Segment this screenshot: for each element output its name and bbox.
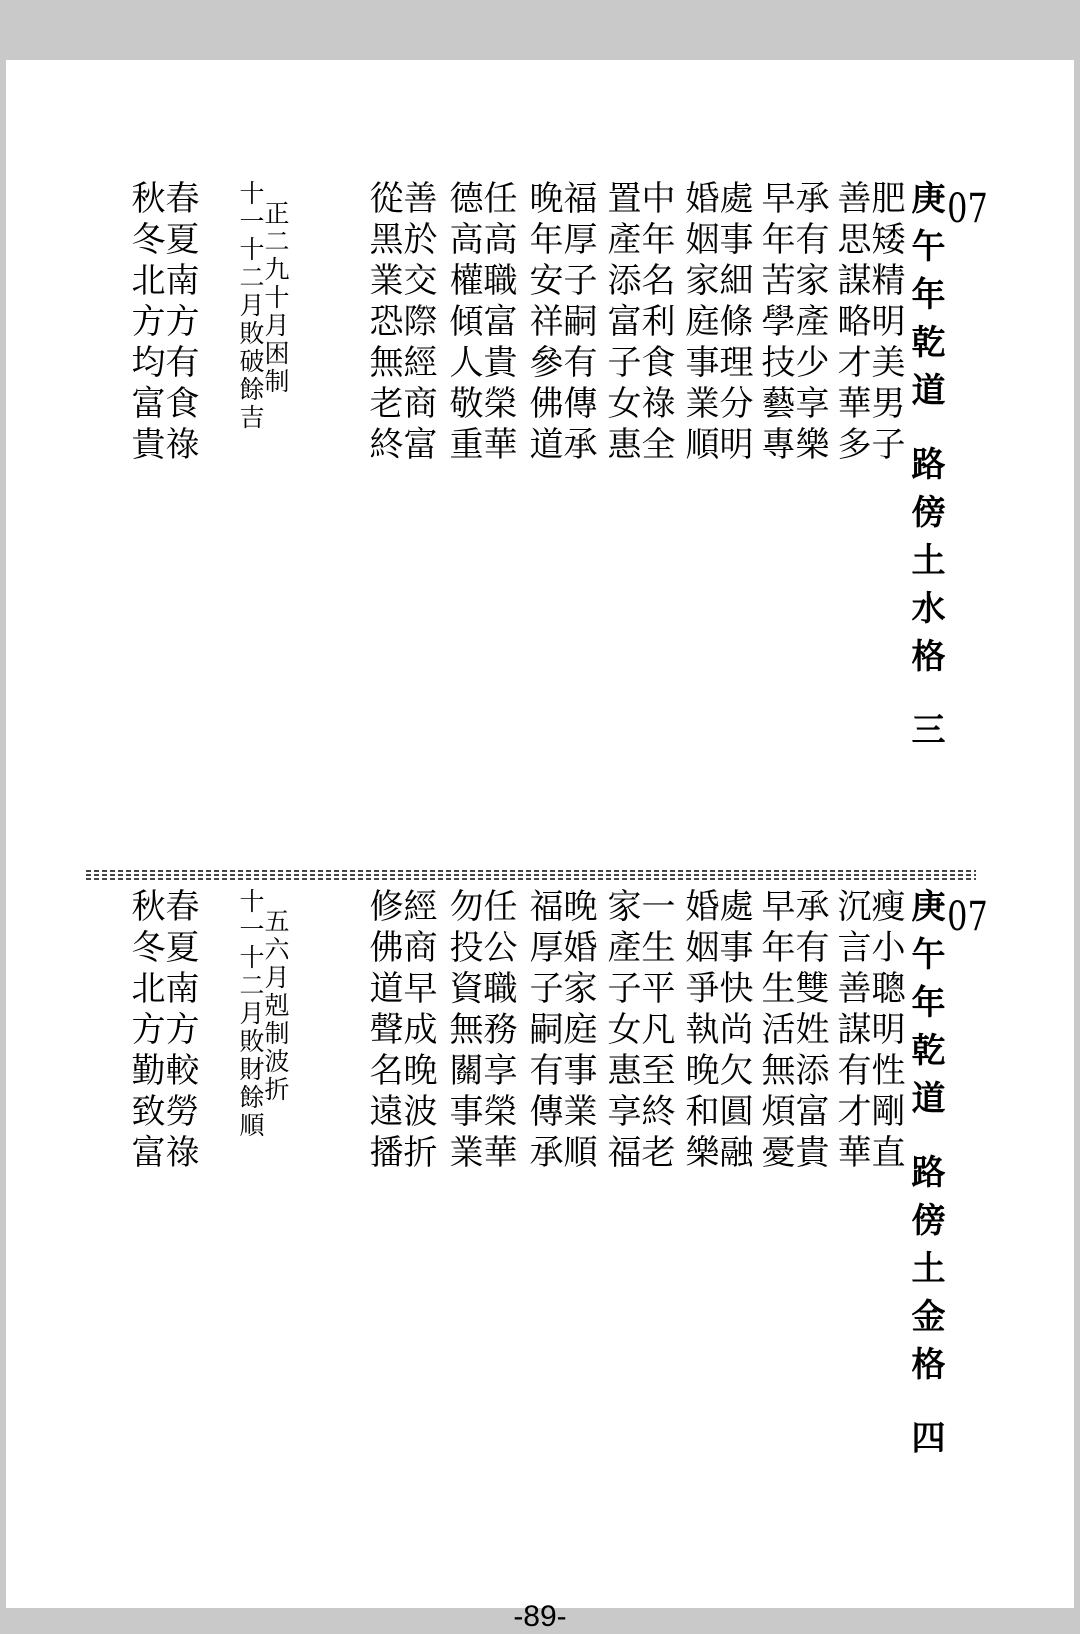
section-divider	[86, 868, 976, 882]
section-2-number: 07	[947, 894, 988, 940]
poem-line: 善於交際經商富 從黑業恐無老終	[363, 180, 437, 467]
section-1	[6, 180, 1074, 840]
poem-line: 承有家產少享樂 早年苦學技藝專	[755, 180, 829, 467]
section-2	[6, 888, 1074, 1568]
section-1-note: 正二九十月困制 十一十二月敗破餘吉	[236, 180, 290, 432]
section-1-heading	[905, 180, 993, 760]
page	[6, 60, 1074, 1633]
page-number: -89-	[513, 1600, 567, 1633]
poem-line: 處事快尚欠圓融 婚姻爭執晚和樂	[679, 888, 753, 1175]
poem-line: 處事細條理分明 婚姻家庭事業順	[679, 180, 753, 467]
poem-line: 福厚子嗣有傳承 晚年安祥參佛道	[523, 180, 597, 467]
section-1-final-line: 春夏南方有食祿 秋冬北方均富貴	[125, 180, 199, 467]
poem-line: 任高職富貴榮華 德高權傾人敬重	[443, 180, 517, 467]
poem-line: 任公職務享榮華 勿投資無關事業	[443, 888, 517, 1175]
section-1-number: 07	[947, 186, 988, 232]
poem-line: 肥矮精明美男子 善思謀略才華多	[831, 180, 905, 467]
section-2-note: 五六月剋制波折 十一十二月敗財餘順	[236, 888, 290, 1140]
poem-line: 中年名利食祿全 置產添富子女惠	[601, 180, 675, 467]
poem-line: 一生平凡至終老 家產子女惠享福	[601, 888, 675, 1175]
poem-line: 經商早成晚波折 修佛道聲名遠播	[363, 888, 437, 1175]
poem-line: 承有雙姓添富貴 早年生活無煩憂	[755, 888, 829, 1175]
section-2-final-line: 春夏南方較勞祿 秋冬北方勤致富	[125, 888, 199, 1175]
section-2-title: 庚午年乾道 路傍土金格 四	[905, 888, 945, 1468]
poem-line: 瘦小聰明性剛直 沉言善謀有才華	[831, 888, 905, 1175]
section-2-heading	[905, 888, 993, 1468]
poem-line: 晚婚家庭事業順 福厚子嗣有傳承	[523, 888, 597, 1175]
section-1-title: 庚午年乾道 路傍土水格 三	[905, 180, 945, 760]
